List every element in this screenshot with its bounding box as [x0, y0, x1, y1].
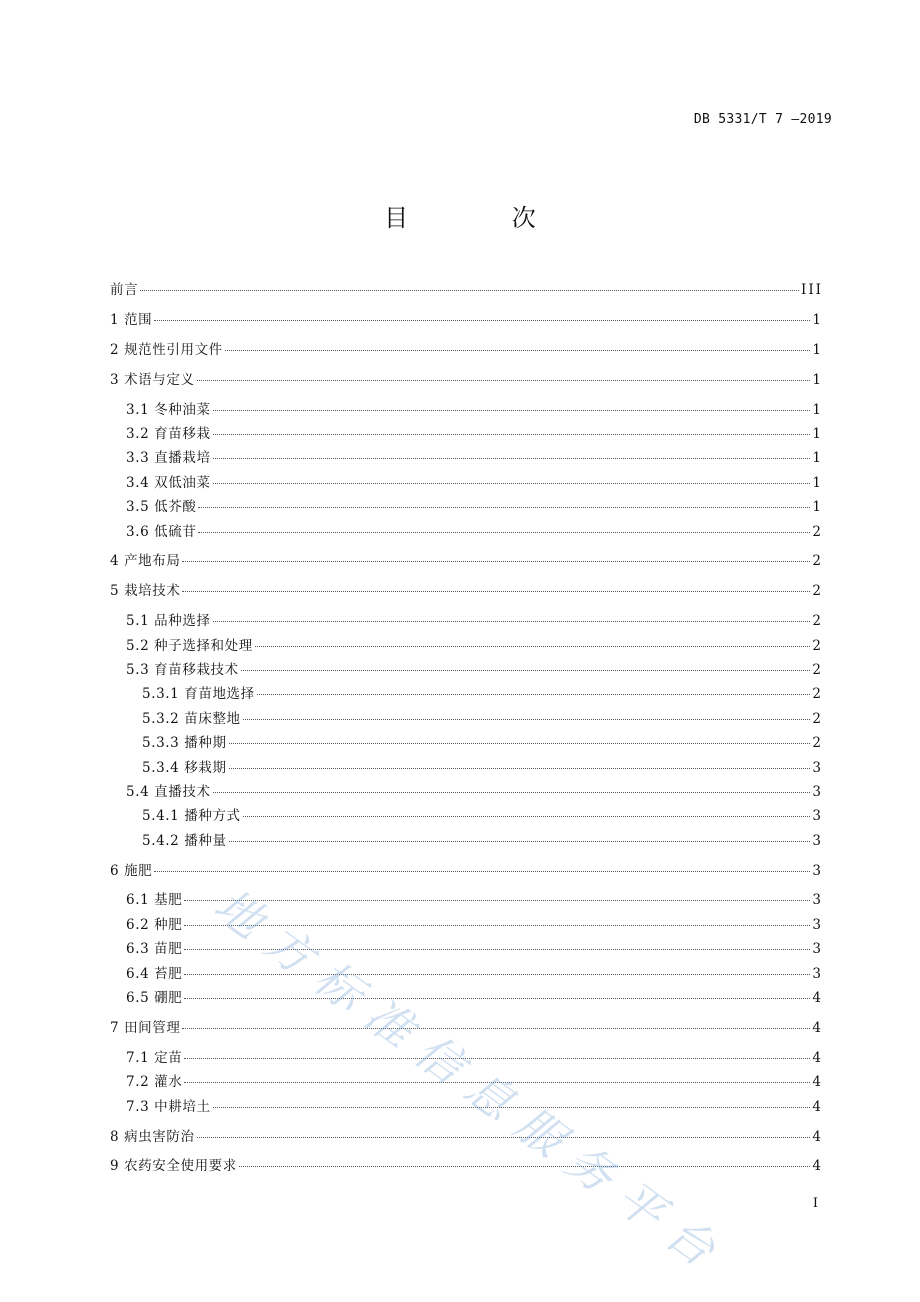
toc-entry-page: 2: [812, 583, 823, 600]
toc-leader-dots: [239, 1166, 811, 1167]
toc-entry-label: 5.3.3 播种期: [142, 735, 227, 752]
toc-leader-dots: [255, 646, 811, 647]
toc-entry[interactable]: [110, 422, 823, 446]
toc-entry[interactable]: [110, 1125, 823, 1149]
toc-leader-dots: [213, 434, 811, 435]
toc-entry-label: 7.3 中耕培土: [126, 1098, 211, 1115]
toc-leader-dots: [229, 768, 811, 769]
toc-entry-label: 6 施肥: [110, 862, 153, 879]
toc-entry-page: 1: [812, 450, 823, 467]
toc-entry-page: 1: [812, 474, 823, 491]
toc-entry[interactable]: [110, 1154, 823, 1178]
toc-entry-page: 2: [812, 661, 823, 678]
toc-entry-label: 前言: [110, 282, 139, 298]
toc-entry-label: 8 病虫害防治: [110, 1128, 195, 1145]
toc-entry-label: 6.2 种肥: [126, 916, 183, 933]
toc-entry-label: 3.1 冬种油菜: [126, 401, 211, 418]
toc-leader-dots: [243, 816, 811, 817]
toc-leader-dots: [257, 694, 811, 695]
toc-entry-page: 4: [812, 1019, 823, 1036]
toc-entry[interactable]: [110, 731, 823, 755]
toc-entry-page: 1: [812, 311, 823, 328]
toc-entry-label: 5.2 种子选择和处理: [126, 637, 253, 654]
toc-entry[interactable]: [110, 829, 823, 853]
toc-entry-page: 3: [812, 892, 823, 909]
toc-entry-label: 4 产地布局: [110, 553, 181, 570]
toc-leader-dots: [184, 949, 810, 950]
toc-entry-label: 3.6 低硫苷: [126, 523, 197, 540]
toc-entry-label: 6.4 苔肥: [126, 965, 183, 982]
toc-entry-page: 3: [812, 808, 823, 825]
toc-leader-dots: [213, 483, 811, 484]
toc-entry[interactable]: [110, 278, 823, 302]
toc-entry-page: 2: [812, 523, 823, 540]
toc-entry-label: 6.5 硼肥: [126, 990, 183, 1007]
watermark: 地方标准信息服务平台: [204, 877, 738, 1286]
toc-leader-dots: [182, 1028, 810, 1029]
toc-entry[interactable]: [110, 1046, 823, 1070]
toc-entry[interactable]: [110, 495, 823, 519]
toc-entry-label: 5.3.1 育苗地选择: [142, 686, 255, 703]
toc-entry-label: 5.4.2 播种量: [142, 832, 227, 849]
toc-leader-dots: [243, 719, 811, 720]
toc-entry[interactable]: [110, 520, 823, 544]
toc-entry-label: 6.1 基肥: [126, 892, 183, 909]
toc-leader-dots: [229, 841, 811, 842]
toc-leader-dots: [140, 290, 799, 291]
toc-leader-dots: [184, 1082, 810, 1083]
toc-entry-label: 7.1 定苗: [126, 1049, 183, 1066]
toc-entry[interactable]: [110, 913, 823, 937]
toc-entry-label: 5.3.2 苗床整地: [142, 710, 241, 727]
toc-entry[interactable]: [110, 707, 823, 731]
toc-entry[interactable]: [110, 888, 823, 912]
toc-leader-dots: [198, 507, 810, 508]
toc-entry[interactable]: [110, 1070, 823, 1094]
toc-entry[interactable]: [110, 658, 823, 682]
toc-entry-page: 3: [812, 832, 823, 849]
toc-entry-page: 3: [812, 916, 823, 933]
toc-entry-page: 2: [812, 637, 823, 654]
toc-entry[interactable]: [110, 937, 823, 961]
toc-entry[interactable]: [110, 308, 823, 332]
toc-leader-dots: [241, 670, 811, 671]
toc-entry[interactable]: [110, 1016, 823, 1040]
toc-entry-page: 2: [812, 710, 823, 727]
toc-leader-dots: [213, 458, 811, 459]
toc-entry-label: 1 范围: [110, 311, 153, 328]
toc-entry-label: 9 农药安全使用要求: [110, 1158, 237, 1175]
toc-entry-page: 2: [812, 735, 823, 752]
toc-leader-dots: [198, 532, 810, 533]
toc-entry[interactable]: [110, 962, 823, 986]
toc-entry[interactable]: [110, 446, 823, 470]
toc-leader-dots: [213, 1107, 811, 1108]
toc-leader-dots: [197, 1137, 811, 1138]
toc-entry-label: 5.3 育苗移栽技术: [126, 661, 239, 678]
toc-leader-dots: [184, 925, 810, 926]
toc-leader-dots: [184, 1058, 810, 1059]
toc-entry[interactable]: [110, 609, 823, 633]
toc-entry[interactable]: [110, 780, 823, 804]
toc-entry[interactable]: [110, 579, 823, 603]
toc-entry-page: 1: [812, 371, 823, 388]
toc-entry-label: 3.4 双低油菜: [126, 474, 211, 491]
toc-leader-dots: [182, 561, 810, 562]
toc-entry-page: 3: [812, 862, 823, 879]
toc-entry[interactable]: [110, 549, 823, 573]
toc-entry-page: 4: [812, 1128, 823, 1145]
toc-entry-page: 1: [812, 425, 823, 442]
document-code: DB 5331/T 7 —2019: [693, 112, 832, 127]
toc-leader-dots: [213, 621, 811, 622]
toc-entry-label: 3.5 低芥酸: [126, 499, 197, 516]
toc-entry[interactable]: [110, 338, 823, 362]
toc-entry-label: 3.3 直播栽培: [126, 450, 211, 467]
toc-entry-page: 4: [812, 1098, 823, 1115]
toc-entry-label: 7.2 灌水: [126, 1074, 183, 1091]
toc-entry[interactable]: [110, 986, 823, 1010]
toc-entry-label: 2 规范性引用文件: [110, 341, 223, 358]
toc-entry-page: 3: [812, 783, 823, 800]
toc-entry[interactable]: [110, 471, 823, 495]
toc-entry[interactable]: [110, 682, 823, 706]
toc-entry[interactable]: [110, 368, 823, 392]
toc-entry-page: 4: [812, 1158, 823, 1175]
toc-entry-page: 2: [812, 553, 823, 570]
toc-leader-dots: [225, 350, 811, 351]
toc-entry-page: 2: [812, 613, 823, 630]
toc-entry-page: 3: [812, 759, 823, 776]
toc-leader-dots: [184, 998, 810, 999]
toc-entry-label: 5.1 品种选择: [126, 613, 211, 630]
toc-entry[interactable]: [110, 1095, 823, 1119]
toc-entry-page: 4: [812, 990, 823, 1007]
toc-entry-label: 5.3.4 移栽期: [142, 759, 227, 776]
toc-entry[interactable]: [110, 756, 823, 780]
toc-entry-page: 4: [812, 1049, 823, 1066]
toc-entry-page: III: [801, 282, 823, 298]
toc-leader-dots: [154, 320, 810, 321]
toc-entry-label: 6.3 苗肥: [126, 941, 183, 958]
page-title: 目 次: [384, 204, 584, 232]
toc-entry-label: 7 田间管理: [110, 1019, 181, 1036]
toc-entry-page: 3: [812, 965, 823, 982]
toc-entry-label: 5 栽培技术: [110, 583, 181, 600]
toc-entry-label: 3.2 育苗移栽: [126, 425, 211, 442]
toc-leader-dots: [154, 871, 810, 872]
toc-entry-label: 5.4 直播技术: [126, 783, 211, 800]
toc-entry-page: 1: [812, 341, 823, 358]
toc-leader-dots: [213, 792, 811, 793]
toc-entry-page: 1: [812, 401, 823, 418]
toc-leader-dots: [197, 380, 811, 381]
toc-entry[interactable]: [110, 804, 823, 828]
toc-leader-dots: [182, 591, 810, 592]
toc-entry-page: 1: [812, 499, 823, 516]
page-number: I: [812, 1196, 818, 1211]
toc-leader-dots: [213, 410, 811, 411]
toc-entry-page: 4: [812, 1074, 823, 1091]
toc-entry[interactable]: [110, 634, 823, 658]
toc-leader-dots: [184, 900, 810, 901]
toc-entry-page: 3: [812, 941, 823, 958]
toc-entry-page: 2: [812, 686, 823, 703]
toc-entry-label: 5.4.1 播种方式: [142, 808, 241, 825]
toc-leader-dots: [184, 974, 810, 975]
toc-leader-dots: [229, 743, 811, 744]
table-of-contents: [110, 278, 823, 1179]
toc-entry[interactable]: [110, 398, 823, 422]
toc-entry-label: 3 术语与定义: [110, 371, 195, 388]
toc-entry[interactable]: [110, 859, 823, 883]
